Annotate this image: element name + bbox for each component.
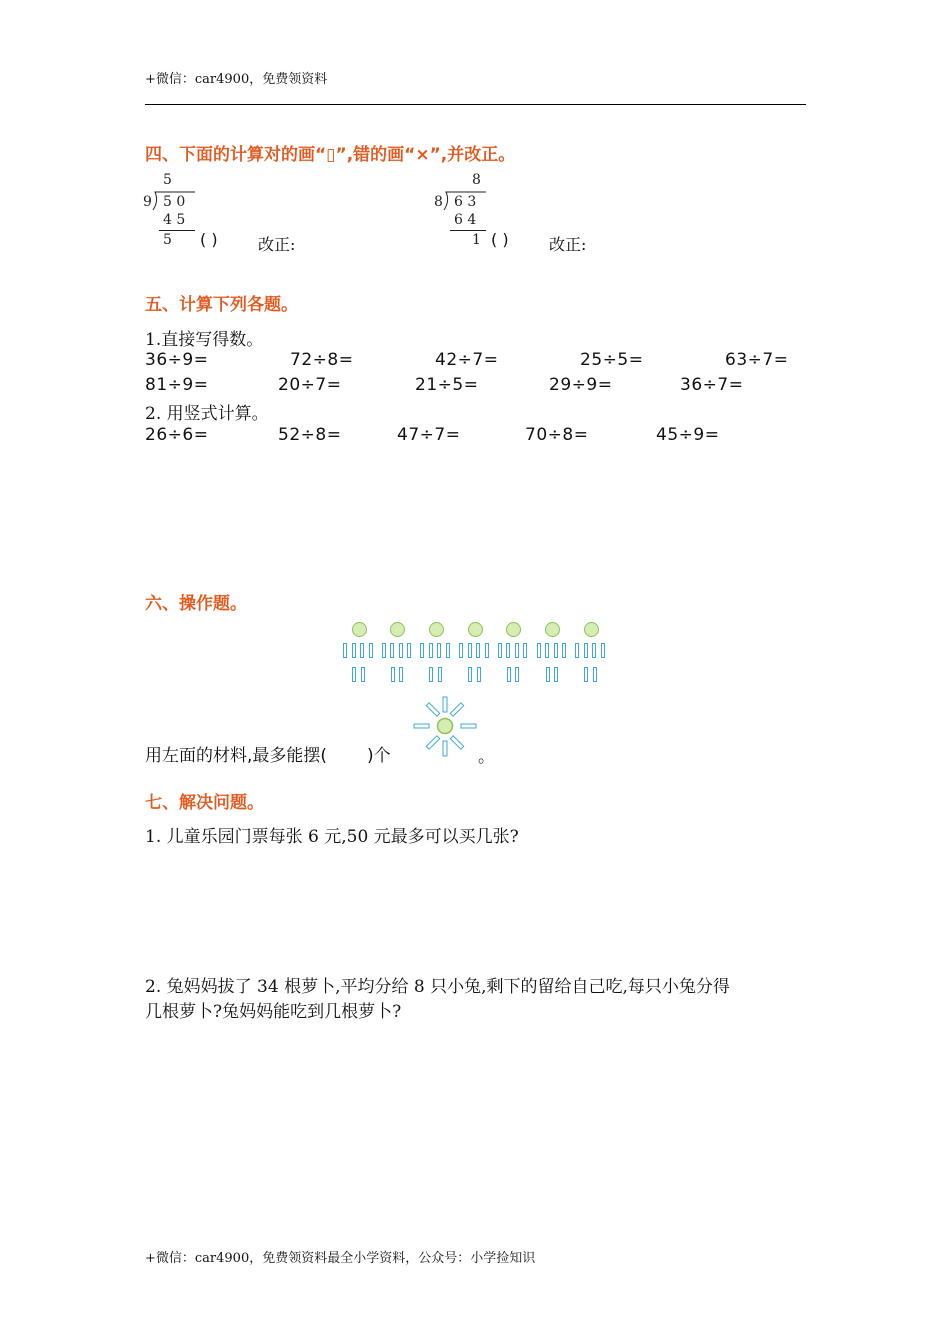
question-end: 。 (478, 747, 495, 767)
header-divider (145, 104, 806, 105)
ld2-answer-paren[interactable]: ( ) (491, 230, 509, 249)
eq-r2-5: 36÷7= (680, 375, 744, 395)
eq-r2-1: 81÷9= (145, 375, 209, 395)
material-stick (343, 643, 347, 658)
stick-top-right (450, 703, 463, 716)
material-stick (545, 643, 549, 658)
material-stick (361, 667, 365, 682)
stick-top-left (426, 703, 439, 716)
material-ball (468, 622, 483, 637)
material-stick (507, 667, 511, 682)
material-stick (584, 667, 588, 682)
stick-left (414, 724, 429, 728)
footer-note: +微信：car4900，免费领资料最全小学资料，公众号：小学捡知识 (145, 1251, 536, 1266)
material-stick (360, 643, 364, 658)
material-stick (399, 667, 403, 682)
material-stick (546, 667, 550, 682)
ld2-divisor: 8 (434, 194, 443, 210)
sun-shape-figure (410, 694, 480, 758)
material-ball (429, 622, 444, 637)
material-stick (459, 643, 463, 658)
material-stick (485, 643, 489, 658)
material-stick (429, 643, 433, 658)
eq-r1-5: 63÷7= (725, 350, 789, 370)
ld2-fix-label: 改正: (549, 235, 587, 254)
material-stick (407, 643, 411, 658)
material-ball (390, 622, 405, 637)
eq-r2-4: 29÷9= (549, 375, 613, 395)
material-stick (554, 667, 558, 682)
material-stick (352, 667, 356, 682)
stick-bottom-right (450, 736, 463, 749)
material-ball (506, 622, 521, 637)
material-stick (584, 643, 588, 658)
material-stick (446, 643, 450, 658)
eq-r3-1: 26÷6= (145, 425, 209, 445)
material-ball (545, 622, 560, 637)
problem-2-line1: 2. 兔妈妈拔了 34 根萝卜,平均分给 8 只小兔,剩下的留给自己吃,每只小兔分得 (145, 977, 730, 997)
ld1-remainder: 5 (163, 232, 172, 248)
section6-question (145, 741, 391, 766)
section5-title: 五、计算下列各题。 (145, 295, 298, 315)
material-stick (562, 643, 566, 658)
material-stick (476, 643, 480, 658)
material-stick (554, 643, 558, 658)
eq-r3-5: 45÷9= (656, 425, 720, 445)
material-stick (575, 643, 579, 658)
ld2-dividend: 6 3 (454, 194, 477, 210)
material-stick (537, 643, 541, 658)
ld2-underline (450, 230, 486, 231)
section6-title: 六、操作题。 (145, 594, 247, 614)
eq-r1-1: 36÷9= (145, 350, 209, 370)
eq-r1-2: 72÷8= (290, 350, 354, 370)
material-ball (584, 622, 599, 637)
question-prefix: 用左面的材料,最多能摆( (145, 746, 328, 766)
material-stick (498, 643, 502, 658)
ld1-product: 4 5 (163, 212, 186, 228)
ld2-product: 6 4 (454, 212, 477, 228)
section7-title: 七、解决问题。 (145, 793, 264, 813)
material-stick (382, 643, 386, 658)
stick-top (443, 697, 447, 712)
ld2-quotient: 8 (472, 172, 481, 188)
material-stick (601, 643, 605, 658)
ld1-quotient: 5 (163, 172, 172, 188)
material-stick (593, 667, 597, 682)
sun-ball (438, 719, 453, 734)
material-stick (468, 667, 472, 682)
eq-r2-2: 20÷7= (278, 375, 342, 395)
materials-figure (340, 620, 620, 686)
eq-r3-3: 47÷7= (397, 425, 461, 445)
eq-r2-3: 21÷5= (415, 375, 479, 395)
material-stick (506, 643, 510, 658)
material-stick (515, 643, 519, 658)
material-stick (369, 643, 373, 658)
eq-r3-4: 70÷8= (525, 425, 589, 445)
ld1-underline (159, 230, 195, 231)
eq-r3-2: 52÷8= (278, 425, 342, 445)
section4-title: 四、下面的计算对的画“▯”,错的画“×”,并改正。 (145, 145, 516, 165)
stick-right (461, 724, 476, 728)
ld1-answer-paren[interactable]: ( ) (200, 230, 218, 249)
ld2-remainder: 1 (472, 232, 481, 248)
eq-r1-3: 42÷7= (435, 350, 499, 370)
material-stick (515, 667, 519, 682)
material-ball (352, 622, 367, 637)
material-stick (429, 667, 433, 682)
material-stick (420, 643, 424, 658)
material-stick (468, 643, 472, 658)
material-stick (477, 667, 481, 682)
material-stick (523, 643, 527, 658)
part2-label: 2. 用竖式计算。 (145, 404, 269, 424)
material-stick (352, 643, 356, 658)
material-stick (391, 667, 395, 682)
problem-2-line2: 几根萝卜?兔妈妈能吃到几根萝卜? (145, 1002, 402, 1022)
ld1-dividend: 5 0 (163, 194, 186, 210)
stick-bottom (443, 741, 447, 756)
material-stick (438, 667, 442, 682)
material-stick (437, 643, 441, 658)
ld1-fix-label: 改正: (258, 235, 296, 254)
part1-label: 1.直接写得数。 (145, 330, 264, 350)
material-stick (592, 643, 596, 658)
material-stick (399, 643, 403, 658)
material-stick (390, 643, 394, 658)
problem-1: 1. 儿童乐园门票每张 6 元,50 元最多可以买几张? (145, 827, 519, 847)
header-note: +微信：car4900，免费领资料 (145, 72, 328, 87)
ld1-divisor: 9 (143, 194, 152, 210)
question-mid: )个 (367, 746, 391, 766)
eq-r1-4: 25÷5= (580, 350, 644, 370)
stick-bottom-left (426, 736, 439, 749)
